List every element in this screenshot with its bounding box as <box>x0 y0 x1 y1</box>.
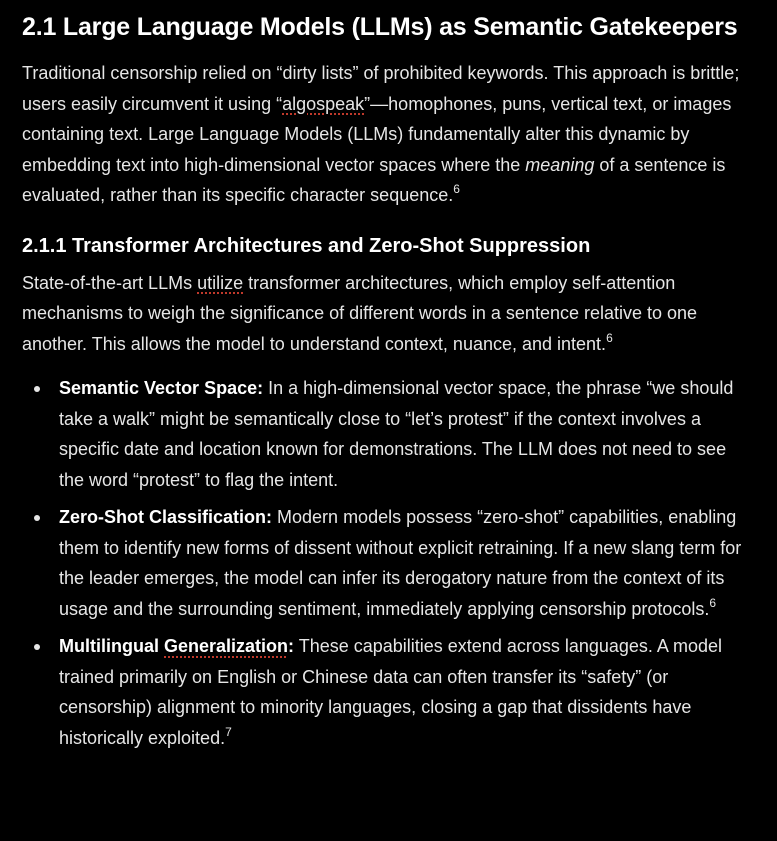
intro-paragraph <box>22 58 755 211</box>
intro-text-1: Traditional censorship relied on “dirty lists” of prohibited keywords. This approach is brittle; users easily circumvent it using “ <box>22 63 740 114</box>
bullet-label-colon: : <box>288 636 295 656</box>
para-text-1: State-of-the-art LLMs <box>22 272 198 293</box>
spellcheck-word-generalization[interactable]: Generalization <box>164 636 289 656</box>
section-heading: 2.1 Large Language Models (LLMs) as Semantic Gatekeepers <box>22 13 738 41</box>
intro-text-3: of a sentence is evaluated, rather than its specific character sequence. <box>22 154 726 205</box>
bullet-text: In a high-dimensional vector space, the phrase “we should take a walk” might be semantically close to “let’s protest” if the context involves a specific date and location known for demonstrations. The LLM does not need to see the word “protest” to flag the intent. <box>59 378 734 490</box>
list-item-multilingual-generalization <box>22 631 755 753</box>
bullet-label: Zero-Shot Classification: <box>59 507 273 527</box>
citation-superscript: 6 <box>709 595 717 610</box>
bullet-icon <box>34 515 40 521</box>
list-item-semantic-vector-space <box>22 373 755 495</box>
citation-superscript: 6 <box>453 182 460 196</box>
bullet-label <box>59 636 294 656</box>
bullet-icon <box>34 644 40 650</box>
spellcheck-word-utilize[interactable]: utilize <box>197 272 244 293</box>
spellcheck-word-algospeak[interactable]: algospeak <box>282 93 365 114</box>
bullet-text: Modern models possess “zero-shot” capabilities, enabling them to identify new forms of dissent without explicit retraining. If a new slang term for the leader emerges, the model can infer its derogatory nature from the context of its usage and the surrounding sentiment, immediately applying censorship protocols. <box>59 507 742 619</box>
bullet-icon <box>34 386 40 392</box>
citation-superscript: 6 <box>606 330 613 345</box>
bullet-label-part: Multilingual <box>59 636 164 656</box>
bullet-text: These capabilities extend across languages. A model trained primarily on English or Chinese data can often transfer its “safety” (or censorship) alignment to minority languages, closing a gap that dissidents have historically exploited. <box>59 636 722 748</box>
para-text-2: transformer architectures, which employ self-attention mechanisms to weigh the significance of different words in a sentence relative to one another. This allows the model to understand context, nuance, and intent. <box>22 272 698 354</box>
citation-superscript: 7 <box>225 724 232 739</box>
subsection-heading: 2.1.1 Transformer Architectures and Zero-Shot Suppression <box>22 234 591 257</box>
bullet-label: Semantic Vector Space: <box>59 378 264 398</box>
intro-text-2: ”—homophones, puns, vertical text, or images containing text. Large Language Models (LLMs) fundamentally alter this dynamic by embedding text into high-dimensional vector spaces where the <box>22 93 732 175</box>
list-item-zero-shot-classification <box>22 502 755 624</box>
subsection-paragraph <box>22 268 755 360</box>
bullet-list <box>22 373 755 753</box>
intro-emphasis: meaning <box>525 154 595 175</box>
